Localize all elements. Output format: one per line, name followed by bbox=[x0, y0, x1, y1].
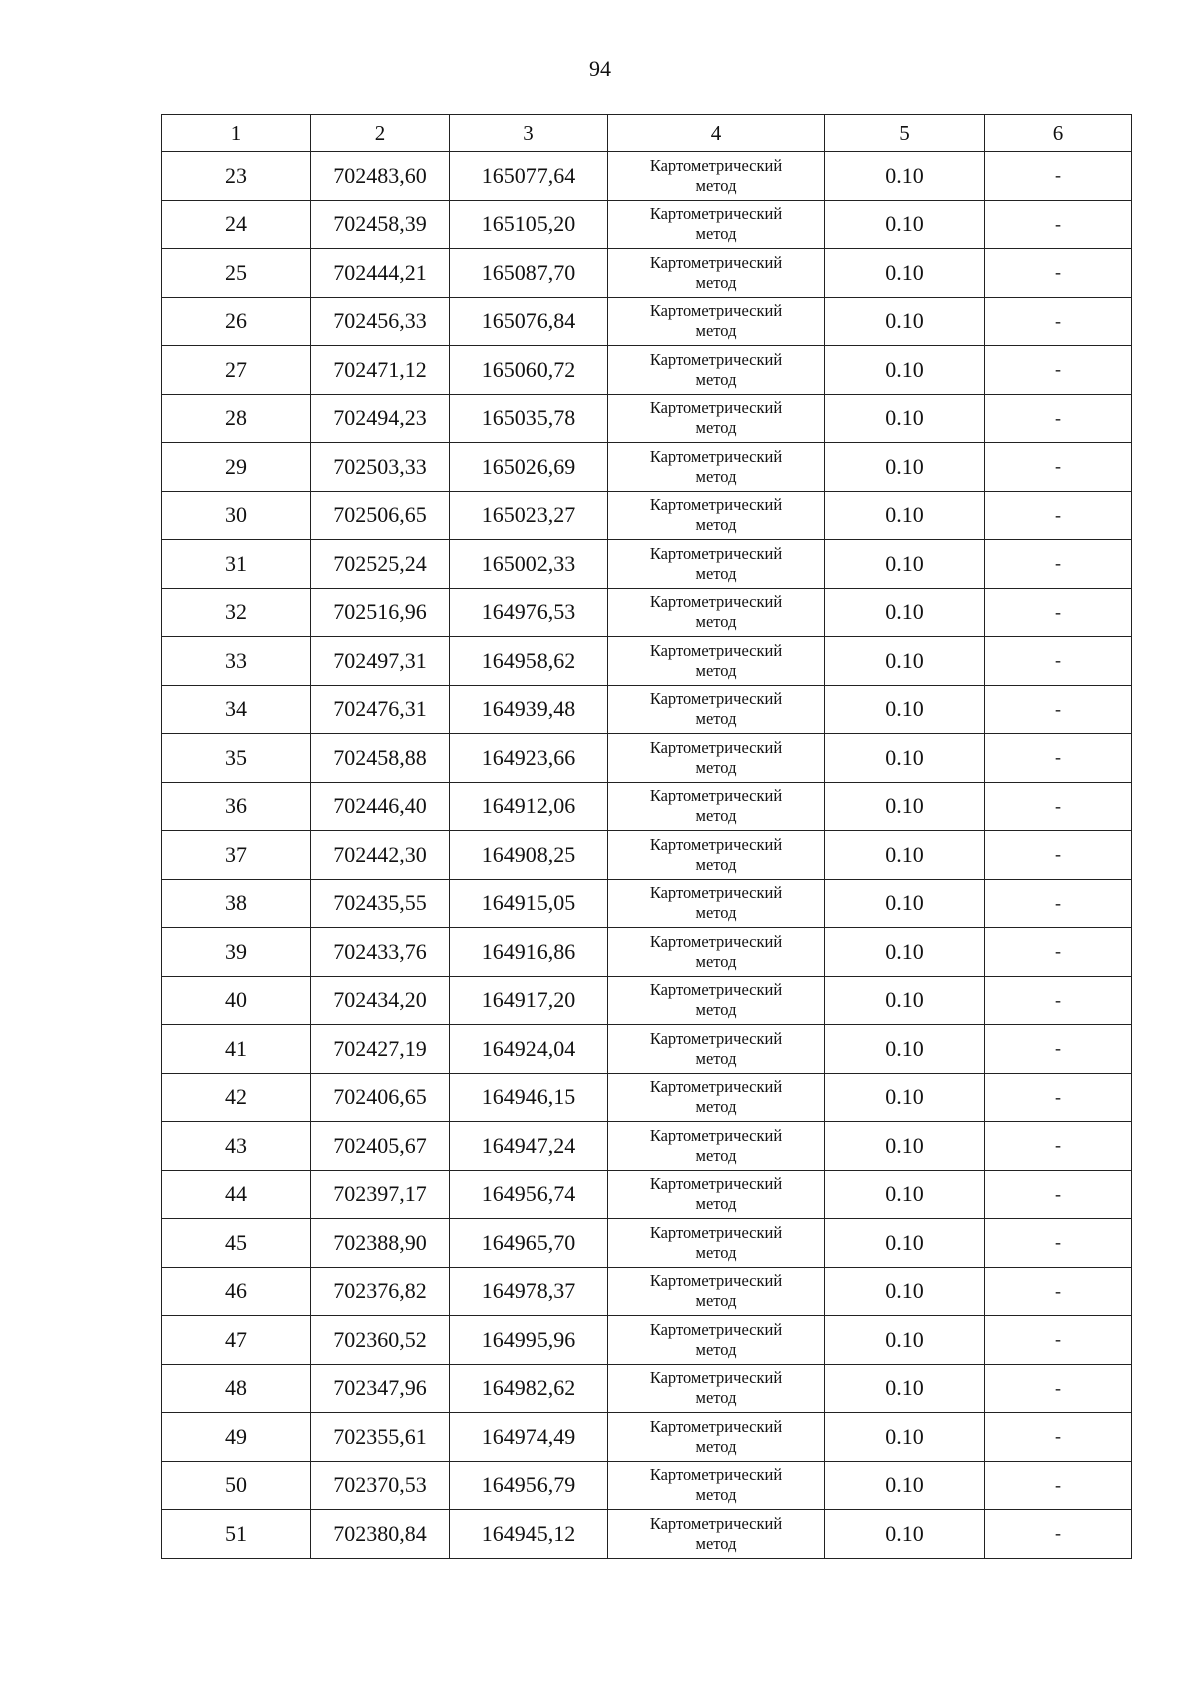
point-number-cell: 25 bbox=[162, 249, 311, 298]
x-coordinate-cell: 702435,55 bbox=[311, 879, 450, 928]
table-row bbox=[162, 152, 1132, 201]
method-cell bbox=[608, 1316, 825, 1365]
method-line-1: Картометрический bbox=[649, 1222, 783, 1242]
method-cell bbox=[608, 1364, 825, 1413]
method-line-1: Картометрический bbox=[649, 640, 783, 660]
column-header-3: 3 bbox=[450, 115, 608, 152]
note-cell: - bbox=[985, 443, 1132, 492]
method-cell bbox=[608, 1267, 825, 1316]
method-cell bbox=[608, 831, 825, 880]
method-cell bbox=[608, 443, 825, 492]
y-coordinate-cell: 165077,64 bbox=[450, 152, 608, 201]
point-number-cell: 30 bbox=[162, 491, 311, 540]
table-row bbox=[162, 443, 1132, 492]
method-cell bbox=[608, 1122, 825, 1171]
method-cell bbox=[608, 249, 825, 298]
point-number-cell: 46 bbox=[162, 1267, 311, 1316]
x-coordinate-cell: 702525,24 bbox=[311, 540, 450, 589]
y-coordinate-cell: 165105,20 bbox=[450, 200, 608, 249]
note-cell: - bbox=[985, 734, 1132, 783]
column-header-5: 5 bbox=[825, 115, 985, 152]
y-coordinate-cell: 164974,49 bbox=[450, 1413, 608, 1462]
table-row bbox=[162, 976, 1132, 1025]
x-coordinate-cell: 702458,88 bbox=[311, 734, 450, 783]
y-coordinate-cell: 165087,70 bbox=[450, 249, 608, 298]
note-cell: - bbox=[985, 1316, 1132, 1365]
note-cell: - bbox=[985, 1170, 1132, 1219]
method-line-2: метод bbox=[695, 1194, 737, 1214]
table-row bbox=[162, 1267, 1132, 1316]
accuracy-cell: 0.10 bbox=[825, 831, 985, 880]
accuracy-cell: 0.10 bbox=[825, 1316, 985, 1365]
table-row bbox=[162, 394, 1132, 443]
accuracy-cell: 0.10 bbox=[825, 1219, 985, 1268]
x-coordinate-cell: 702397,17 bbox=[311, 1170, 450, 1219]
header-row bbox=[162, 115, 1132, 152]
method-cell bbox=[608, 879, 825, 928]
point-number-cell: 27 bbox=[162, 346, 311, 395]
note-cell: - bbox=[985, 1122, 1132, 1171]
accuracy-cell: 0.10 bbox=[825, 588, 985, 637]
note-cell: - bbox=[985, 152, 1132, 201]
method-line-1: Картометрический bbox=[649, 1125, 783, 1145]
method-cell bbox=[608, 637, 825, 686]
column-header-4: 4 bbox=[608, 115, 825, 152]
method-cell bbox=[608, 782, 825, 831]
method-line-1: Картометрический bbox=[649, 301, 783, 321]
method-line-2: метод bbox=[695, 515, 737, 535]
table-row bbox=[162, 879, 1132, 928]
y-coordinate-cell: 164976,53 bbox=[450, 588, 608, 637]
method-line-1: Картометрический bbox=[649, 931, 783, 951]
x-coordinate-cell: 702406,65 bbox=[311, 1073, 450, 1122]
method-line-1: Картометрический bbox=[649, 1028, 783, 1048]
method-line-1: Картометрический bbox=[649, 1271, 783, 1291]
y-coordinate-cell: 164978,37 bbox=[450, 1267, 608, 1316]
table-row bbox=[162, 491, 1132, 540]
method-line-2: метод bbox=[695, 418, 737, 438]
y-coordinate-cell: 164916,86 bbox=[450, 928, 608, 977]
y-coordinate-cell: 164912,06 bbox=[450, 782, 608, 831]
note-cell: - bbox=[985, 637, 1132, 686]
note-cell: - bbox=[985, 1510, 1132, 1559]
y-coordinate-cell: 164915,05 bbox=[450, 879, 608, 928]
method-cell bbox=[608, 976, 825, 1025]
method-line-1: Картометрический bbox=[649, 204, 783, 224]
method-line-2: метод bbox=[695, 660, 737, 680]
x-coordinate-cell: 702405,67 bbox=[311, 1122, 450, 1171]
accuracy-cell: 0.10 bbox=[825, 394, 985, 443]
method-cell bbox=[608, 1025, 825, 1074]
point-number-cell: 31 bbox=[162, 540, 311, 589]
x-coordinate-cell: 702380,84 bbox=[311, 1510, 450, 1559]
y-coordinate-cell: 164917,20 bbox=[450, 976, 608, 1025]
note-cell: - bbox=[985, 976, 1132, 1025]
table-row bbox=[162, 1170, 1132, 1219]
y-coordinate-cell: 164924,04 bbox=[450, 1025, 608, 1074]
method-cell bbox=[608, 200, 825, 249]
point-number-cell: 42 bbox=[162, 1073, 311, 1122]
method-line-2: метод bbox=[695, 1048, 737, 1068]
method-line-2: метод bbox=[695, 369, 737, 389]
y-coordinate-cell: 165035,78 bbox=[450, 394, 608, 443]
method-line-2: метод bbox=[695, 806, 737, 826]
method-line-1: Картометрический bbox=[649, 786, 783, 806]
x-coordinate-cell: 702427,19 bbox=[311, 1025, 450, 1074]
x-coordinate-cell: 702434,20 bbox=[311, 976, 450, 1025]
accuracy-cell: 0.10 bbox=[825, 976, 985, 1025]
method-cell bbox=[608, 928, 825, 977]
accuracy-cell: 0.10 bbox=[825, 1364, 985, 1413]
method-line-2: метод bbox=[695, 1097, 737, 1117]
x-coordinate-cell: 702471,12 bbox=[311, 346, 450, 395]
method-cell bbox=[608, 491, 825, 540]
method-line-1: Картометрический bbox=[649, 1368, 783, 1388]
table-row bbox=[162, 685, 1132, 734]
table-row bbox=[162, 1364, 1132, 1413]
table-row bbox=[162, 540, 1132, 589]
table-row bbox=[162, 637, 1132, 686]
accuracy-cell: 0.10 bbox=[825, 249, 985, 298]
point-number-cell: 44 bbox=[162, 1170, 311, 1219]
table-row bbox=[162, 1510, 1132, 1559]
method-line-2: метод bbox=[695, 1291, 737, 1311]
accuracy-cell: 0.10 bbox=[825, 200, 985, 249]
method-line-1: Картометрический bbox=[649, 1416, 783, 1436]
accuracy-cell: 0.10 bbox=[825, 879, 985, 928]
method-cell bbox=[608, 1461, 825, 1510]
y-coordinate-cell: 165026,69 bbox=[450, 443, 608, 492]
method-line-1: Картометрический bbox=[649, 737, 783, 757]
method-cell bbox=[608, 297, 825, 346]
method-line-1: Картометрический bbox=[649, 883, 783, 903]
x-coordinate-cell: 702446,40 bbox=[311, 782, 450, 831]
table-row bbox=[162, 346, 1132, 395]
point-number-cell: 23 bbox=[162, 152, 311, 201]
y-coordinate-cell: 164947,24 bbox=[450, 1122, 608, 1171]
method-line-1: Картометрический bbox=[649, 980, 783, 1000]
note-cell: - bbox=[985, 879, 1132, 928]
x-coordinate-cell: 702494,23 bbox=[311, 394, 450, 443]
table-row bbox=[162, 831, 1132, 880]
note-cell: - bbox=[985, 1073, 1132, 1122]
method-line-1: Картометрический bbox=[649, 834, 783, 854]
point-number-cell: 50 bbox=[162, 1461, 311, 1510]
method-line-2: метод bbox=[695, 1436, 737, 1456]
note-cell: - bbox=[985, 1364, 1132, 1413]
accuracy-cell: 0.10 bbox=[825, 1461, 985, 1510]
y-coordinate-cell: 164956,74 bbox=[450, 1170, 608, 1219]
accuracy-cell: 0.10 bbox=[825, 297, 985, 346]
method-cell bbox=[608, 1073, 825, 1122]
table-row bbox=[162, 1316, 1132, 1365]
method-cell bbox=[608, 685, 825, 734]
table-row bbox=[162, 1461, 1132, 1510]
note-cell: - bbox=[985, 1267, 1132, 1316]
note-cell: - bbox=[985, 1219, 1132, 1268]
accuracy-cell: 0.10 bbox=[825, 1170, 985, 1219]
point-number-cell: 36 bbox=[162, 782, 311, 831]
method-cell bbox=[608, 1170, 825, 1219]
accuracy-cell: 0.10 bbox=[825, 346, 985, 395]
column-header-2: 2 bbox=[311, 115, 450, 152]
method-line-1: Картометрический bbox=[649, 543, 783, 563]
y-coordinate-cell: 164958,62 bbox=[450, 637, 608, 686]
x-coordinate-cell: 702347,96 bbox=[311, 1364, 450, 1413]
accuracy-cell: 0.10 bbox=[825, 1267, 985, 1316]
table-row bbox=[162, 1122, 1132, 1171]
table-row bbox=[162, 297, 1132, 346]
method-line-2: метод bbox=[695, 1242, 737, 1262]
accuracy-cell: 0.10 bbox=[825, 928, 985, 977]
point-number-cell: 35 bbox=[162, 734, 311, 783]
note-cell: - bbox=[985, 249, 1132, 298]
point-number-cell: 48 bbox=[162, 1364, 311, 1413]
x-coordinate-cell: 702442,30 bbox=[311, 831, 450, 880]
table-body bbox=[162, 152, 1132, 1559]
y-coordinate-cell: 164939,48 bbox=[450, 685, 608, 734]
method-cell bbox=[608, 346, 825, 395]
method-cell bbox=[608, 1413, 825, 1462]
note-cell: - bbox=[985, 346, 1132, 395]
x-coordinate-cell: 702370,53 bbox=[311, 1461, 450, 1510]
method-line-2: метод bbox=[695, 903, 737, 923]
x-coordinate-cell: 702444,21 bbox=[311, 249, 450, 298]
column-header-1: 1 bbox=[162, 115, 311, 152]
note-cell: - bbox=[985, 928, 1132, 977]
table-row bbox=[162, 588, 1132, 637]
accuracy-cell: 0.10 bbox=[825, 734, 985, 783]
note-cell: - bbox=[985, 491, 1132, 540]
accuracy-cell: 0.10 bbox=[825, 685, 985, 734]
point-number-cell: 41 bbox=[162, 1025, 311, 1074]
point-number-cell: 45 bbox=[162, 1219, 311, 1268]
accuracy-cell: 0.10 bbox=[825, 1510, 985, 1559]
point-number-cell: 32 bbox=[162, 588, 311, 637]
note-cell: - bbox=[985, 782, 1132, 831]
accuracy-cell: 0.10 bbox=[825, 443, 985, 492]
method-line-2: метод bbox=[695, 951, 737, 971]
x-coordinate-cell: 702506,65 bbox=[311, 491, 450, 540]
point-number-cell: 34 bbox=[162, 685, 311, 734]
method-line-2: метод bbox=[695, 757, 737, 777]
method-line-1: Картометрический bbox=[649, 689, 783, 709]
y-coordinate-cell: 165060,72 bbox=[450, 346, 608, 395]
method-cell bbox=[608, 588, 825, 637]
x-coordinate-cell: 702456,33 bbox=[311, 297, 450, 346]
note-cell: - bbox=[985, 540, 1132, 589]
method-line-2: метод bbox=[695, 563, 737, 583]
note-cell: - bbox=[985, 831, 1132, 880]
point-number-cell: 24 bbox=[162, 200, 311, 249]
method-line-2: метод bbox=[695, 224, 737, 244]
x-coordinate-cell: 702503,33 bbox=[311, 443, 450, 492]
x-coordinate-cell: 702376,82 bbox=[311, 1267, 450, 1316]
point-number-cell: 26 bbox=[162, 297, 311, 346]
point-number-cell: 47 bbox=[162, 1316, 311, 1365]
x-coordinate-cell: 702355,61 bbox=[311, 1413, 450, 1462]
x-coordinate-cell: 702497,31 bbox=[311, 637, 450, 686]
point-number-cell: 43 bbox=[162, 1122, 311, 1171]
method-line-2: метод bbox=[695, 175, 737, 195]
table-row bbox=[162, 1413, 1132, 1462]
note-cell: - bbox=[985, 297, 1132, 346]
note-cell: - bbox=[985, 200, 1132, 249]
method-line-1: Картометрический bbox=[649, 155, 783, 175]
x-coordinate-cell: 702433,76 bbox=[311, 928, 450, 977]
point-number-cell: 40 bbox=[162, 976, 311, 1025]
accuracy-cell: 0.10 bbox=[825, 1122, 985, 1171]
table-row bbox=[162, 1219, 1132, 1268]
point-number-cell: 29 bbox=[162, 443, 311, 492]
method-line-2: метод bbox=[695, 709, 737, 729]
table-row bbox=[162, 1025, 1132, 1074]
y-coordinate-cell: 164982,62 bbox=[450, 1364, 608, 1413]
method-line-1: Картометрический bbox=[649, 1513, 783, 1533]
y-coordinate-cell: 164908,25 bbox=[450, 831, 608, 880]
point-number-cell: 51 bbox=[162, 1510, 311, 1559]
note-cell: - bbox=[985, 588, 1132, 637]
column-header-6: 6 bbox=[985, 115, 1132, 152]
method-line-1: Картометрический bbox=[649, 398, 783, 418]
point-number-cell: 38 bbox=[162, 879, 311, 928]
coordinates-table bbox=[161, 114, 1132, 1559]
accuracy-cell: 0.10 bbox=[825, 1025, 985, 1074]
x-coordinate-cell: 702483,60 bbox=[311, 152, 450, 201]
x-coordinate-cell: 702388,90 bbox=[311, 1219, 450, 1268]
point-number-cell: 49 bbox=[162, 1413, 311, 1462]
method-line-1: Картометрический bbox=[649, 446, 783, 466]
point-number-cell: 33 bbox=[162, 637, 311, 686]
x-coordinate-cell: 702458,39 bbox=[311, 200, 450, 249]
y-coordinate-cell: 164946,15 bbox=[450, 1073, 608, 1122]
table-row bbox=[162, 200, 1132, 249]
method-cell bbox=[608, 152, 825, 201]
method-line-1: Картометрический bbox=[649, 592, 783, 612]
method-line-2: метод bbox=[695, 854, 737, 874]
method-cell bbox=[608, 734, 825, 783]
method-line-1: Картометрический bbox=[649, 349, 783, 369]
method-line-1: Картометрический bbox=[649, 1077, 783, 1097]
y-coordinate-cell: 165002,33 bbox=[450, 540, 608, 589]
method-cell bbox=[608, 1219, 825, 1268]
method-line-2: метод bbox=[695, 1000, 737, 1020]
method-line-1: Картометрический bbox=[649, 252, 783, 272]
table-row bbox=[162, 249, 1132, 298]
point-number-cell: 28 bbox=[162, 394, 311, 443]
table-row bbox=[162, 734, 1132, 783]
method-line-2: метод bbox=[695, 1339, 737, 1359]
method-line-2: метод bbox=[695, 1533, 737, 1553]
accuracy-cell: 0.10 bbox=[825, 152, 985, 201]
method-cell bbox=[608, 540, 825, 589]
y-coordinate-cell: 164945,12 bbox=[450, 1510, 608, 1559]
x-coordinate-cell: 702516,96 bbox=[311, 588, 450, 637]
method-line-1: Картометрический bbox=[649, 1465, 783, 1485]
method-cell bbox=[608, 394, 825, 443]
x-coordinate-cell: 702360,52 bbox=[311, 1316, 450, 1365]
method-cell bbox=[608, 1510, 825, 1559]
y-coordinate-cell: 164956,79 bbox=[450, 1461, 608, 1510]
note-cell: - bbox=[985, 394, 1132, 443]
method-line-1: Картометрический bbox=[649, 1174, 783, 1194]
accuracy-cell: 0.10 bbox=[825, 637, 985, 686]
method-line-2: метод bbox=[695, 1388, 737, 1408]
y-coordinate-cell: 164965,70 bbox=[450, 1219, 608, 1268]
table-row bbox=[162, 1073, 1132, 1122]
accuracy-cell: 0.10 bbox=[825, 1073, 985, 1122]
method-line-2: метод bbox=[695, 466, 737, 486]
method-line-2: метод bbox=[695, 1485, 737, 1505]
note-cell: - bbox=[985, 1025, 1132, 1074]
method-line-1: Картометрический bbox=[649, 1319, 783, 1339]
page-number: 94 bbox=[589, 56, 611, 81]
point-number-cell: 39 bbox=[162, 928, 311, 977]
method-line-2: метод bbox=[695, 1145, 737, 1165]
accuracy-cell: 0.10 bbox=[825, 1413, 985, 1462]
y-coordinate-cell: 164995,96 bbox=[450, 1316, 608, 1365]
method-line-1: Картометрический bbox=[649, 495, 783, 515]
y-coordinate-cell: 165076,84 bbox=[450, 297, 608, 346]
table-row bbox=[162, 782, 1132, 831]
note-cell: - bbox=[985, 1461, 1132, 1510]
method-line-2: метод bbox=[695, 612, 737, 632]
table-row bbox=[162, 928, 1132, 977]
y-coordinate-cell: 165023,27 bbox=[450, 491, 608, 540]
accuracy-cell: 0.10 bbox=[825, 782, 985, 831]
x-coordinate-cell: 702476,31 bbox=[311, 685, 450, 734]
method-line-2: метод bbox=[695, 321, 737, 341]
y-coordinate-cell: 164923,66 bbox=[450, 734, 608, 783]
accuracy-cell: 0.10 bbox=[825, 491, 985, 540]
note-cell: - bbox=[985, 685, 1132, 734]
point-number-cell: 37 bbox=[162, 831, 311, 880]
method-line-2: метод bbox=[695, 272, 737, 292]
note-cell: - bbox=[985, 1413, 1132, 1462]
accuracy-cell: 0.10 bbox=[825, 540, 985, 589]
